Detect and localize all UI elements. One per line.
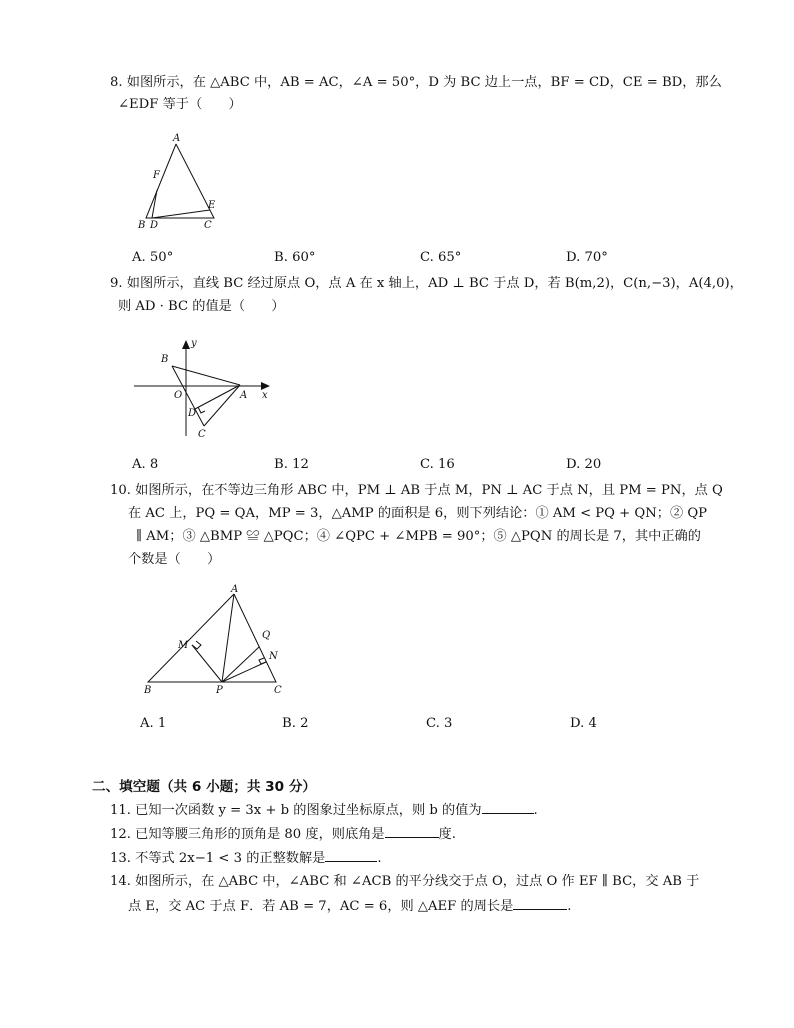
q14-end: . [567, 899, 572, 914]
q10-line1: 10. 如图所示，在不等边三角形 ABC 中，PM ⊥ AB 于点 M，PN ⊥ AC 于点 N，且 PM = PN，点 Q [110, 483, 723, 498]
q13-text: 13. 不等式 2x−1 < 3 的正整数解是 [110, 851, 326, 866]
q8-option-b: B. 60° [274, 250, 316, 265]
q8-label-d: D [150, 220, 159, 231]
q12-text: 12. 已知等腰三角形的顶角是 80 度，则底角是 [110, 827, 385, 842]
q8-label-c: C [204, 220, 212, 231]
q9-option-c: C. 16 [420, 457, 455, 472]
q10-label-p: P [216, 685, 223, 696]
q10-label-q: Q [262, 630, 271, 641]
q10-triangle-abc [148, 594, 276, 682]
q11-end: . [533, 803, 538, 818]
q12-end: 度. [438, 827, 456, 842]
q10-label-b: B [144, 685, 152, 696]
q9-segment-ba [172, 366, 240, 385]
q8-segment-fd [152, 190, 157, 218]
q13-line [110, 849, 382, 868]
q10-figure [138, 584, 288, 696]
q8-figure [130, 128, 230, 236]
q11-line [110, 801, 538, 820]
q10-option-b: B. 2 [282, 716, 309, 731]
q14-text: 点 E，交 AC 于点 F．若 AB = 7，AC = 6，则 △AEF 的周长是 [128, 899, 514, 914]
q14-line1: 14. 如图所示，在 △ABC 中，∠ABC 和 ∠ACB 的平分线交于点 O，过点 O 作 EF ∥ BC，交 AB 于 [110, 874, 700, 889]
q12-line [110, 825, 456, 844]
q9-x-arrow-icon [261, 382, 270, 390]
q10-segment-pm [192, 645, 222, 682]
q10-segment-ap [222, 594, 234, 682]
q9-segment-ad [195, 385, 240, 409]
q10-label-m: M [178, 640, 189, 651]
q10-label-n: N [269, 651, 278, 662]
q11-text: 11. 已知一次函数 y = 3x + b 的图象过坐标原点，则 b 的值为 [110, 803, 482, 818]
q14-blank[interactable] [513, 897, 567, 910]
q10-option-a: A. 1 [140, 716, 167, 731]
q10-label-a: A [231, 584, 239, 595]
q8-option-d: D. 70° [566, 250, 608, 265]
q10-right-angle-m [192, 641, 201, 649]
q12-blank[interactable] [385, 825, 439, 838]
q11-blank[interactable] [482, 801, 534, 814]
q8-triangle-abc [146, 144, 214, 218]
q9-right-angle-mark [198, 407, 205, 413]
q9-segment-ca [204, 385, 240, 426]
q9-line2: 则 AD · BC 的值是（ ） [118, 299, 285, 314]
q9-figure [128, 330, 278, 442]
q8-segment-de [152, 210, 210, 218]
q13-end: . [377, 851, 382, 866]
q13-blank[interactable] [325, 849, 377, 862]
q10-option-c: C. 3 [426, 716, 453, 731]
q8-label-e: E [208, 200, 216, 211]
q9-y-arrow-icon [182, 340, 190, 349]
q8-label-a: A [173, 133, 181, 144]
q10-option-d: D. 4 [570, 716, 597, 731]
q10-line2: 在 AC 上，PQ = QA，MP = 3，△AMP 的面积是 6，则下列结论：① AM < PQ + QN；② QP [128, 506, 708, 521]
q9-line1: 9. 如图所示，直线 BC 经过原点 O，点 A 在 x 轴上，AD ⊥ BC 于点 D，若 B(m,2)，C(n,−3)，A(4,0)， [110, 276, 743, 291]
q9-option-d: D. 20 [566, 457, 602, 472]
q8-label-b: B [138, 220, 146, 231]
q9-label-y: y [191, 338, 197, 349]
q9-label-c: C [198, 429, 206, 440]
q14-line2 [128, 897, 571, 916]
q9-option-b: B. 12 [274, 457, 309, 472]
q9-label-d: D [188, 408, 197, 419]
q10-line4: 个数是（ ） [128, 552, 221, 567]
q10-label-c: C [274, 685, 282, 696]
q9-label-a: A [240, 390, 248, 401]
q10-line3: ∥ AM；③ △BMP ≌ △PQC；④ ∠QPC + ∠MPB = 90°；⑤ △PQN 的周长是 7，其中正确的 [136, 529, 701, 544]
q10-segment-pn [222, 662, 266, 682]
q9-option-a: A. 8 [132, 457, 159, 472]
section2-title: 二、填空题（共 6 小题；共 30 分） [92, 779, 317, 795]
q9-label-b: B [161, 354, 169, 365]
q8-label-f: F [153, 170, 160, 181]
q8-line1: 8. 如图所示，在 △ABC 中，AB = AC，∠A = 50°，D 为 BC 边上一点，BF = CD，CE = BD，那么 [110, 75, 722, 90]
q10-segment-pq [222, 647, 259, 682]
q9-label-o: O [174, 390, 183, 401]
q8-option-c: C. 65° [420, 250, 462, 265]
q9-label-x: x [262, 390, 268, 401]
q8-option-a: A. 50° [132, 250, 174, 265]
q8-line2: ∠EDF 等于（ ） [118, 97, 242, 112]
